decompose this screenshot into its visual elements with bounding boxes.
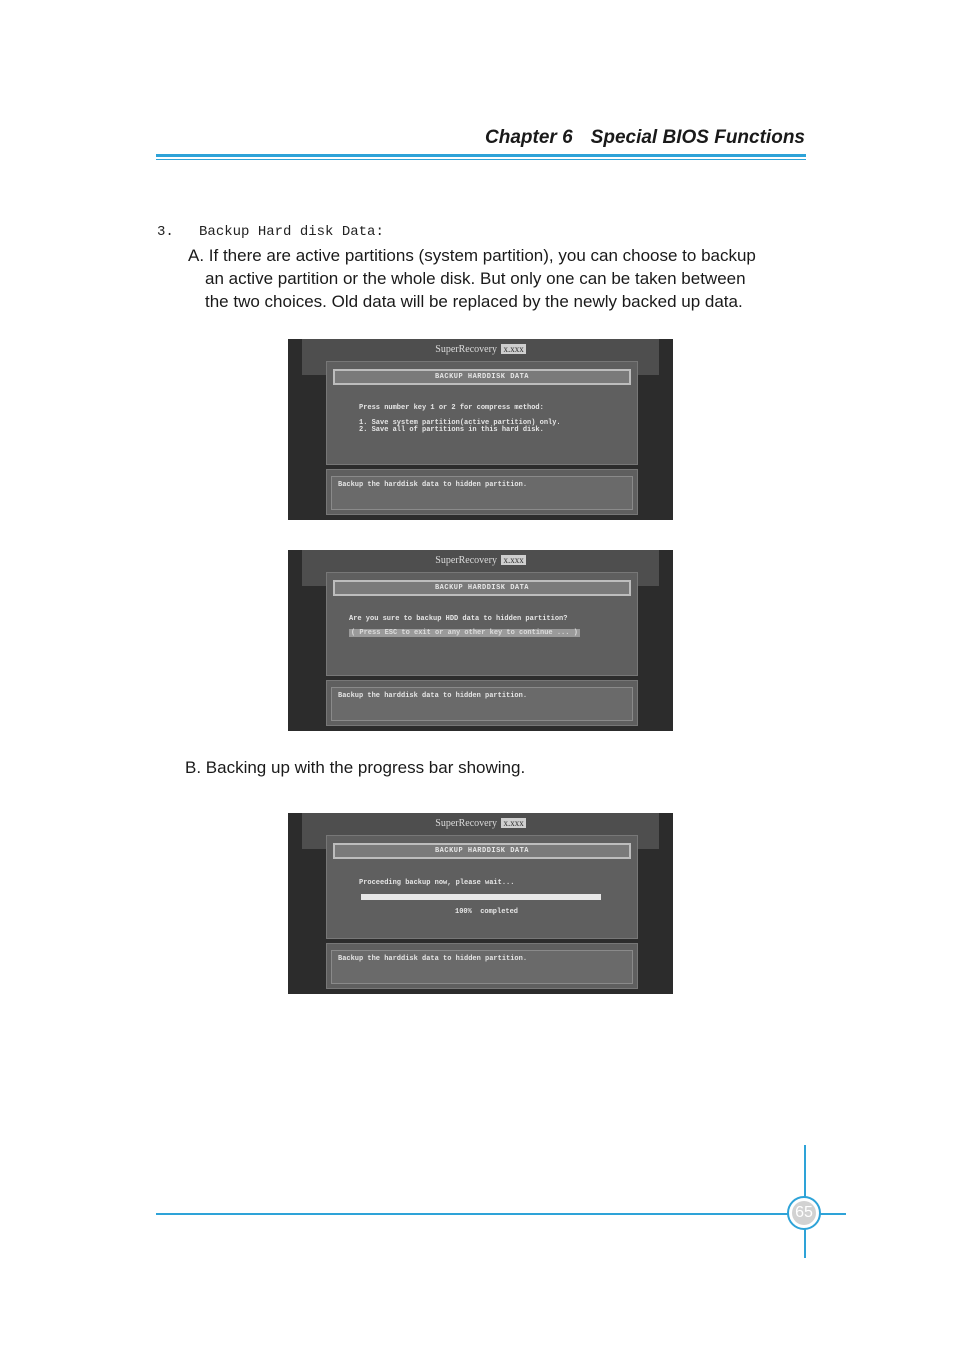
progress-bar <box>361 894 601 900</box>
screen-app-title <box>302 555 659 566</box>
paragraph-b: B. Backing up with the progress bar showing. <box>185 758 526 777</box>
app-version: x.xxx <box>503 818 524 828</box>
paragraph-a-line: A. If there are active partitions (system partition), you can choose to backup <box>188 246 756 265</box>
app-name: SuperRecovery <box>435 555 497 566</box>
paragraph-a-line: an active partition or the whole disk. But only one can be taken between <box>205 269 746 288</box>
status-panel <box>326 469 638 515</box>
section-label: Special BIOS Functions <box>590 127 805 148</box>
panel-title: BACKUP HARDDISK DATA <box>333 580 631 596</box>
app-version: x.xxx <box>503 555 524 565</box>
dialog-panel <box>326 361 638 465</box>
screen-app-title <box>302 818 659 829</box>
progress-message: Proceeding backup now, please wait... <box>359 879 515 887</box>
panel-title: BACKUP HARDDISK DATA <box>333 843 631 859</box>
page-number-badge <box>787 1196 821 1230</box>
status-text: Backup the harddisk data to hidden partition. <box>338 481 528 489</box>
status-panel <box>326 680 638 726</box>
progress-bar-fill <box>361 894 601 900</box>
screenshot-compress-method <box>288 339 673 520</box>
chapter-label: Chapter 6 <box>485 127 573 148</box>
step-heading <box>157 224 384 240</box>
footer-rule <box>156 1213 846 1215</box>
screenshot-progress <box>288 813 673 994</box>
status-text: Backup the harddisk data to hidden partition. <box>338 692 528 700</box>
screen-app-title <box>302 344 659 355</box>
status-panel <box>326 943 638 989</box>
confirm-hint-wrap <box>349 630 580 637</box>
panel-title: BACKUP HARDDISK DATA <box>333 369 631 385</box>
app-name: SuperRecovery <box>435 818 497 829</box>
step-number: 3. <box>157 224 174 240</box>
option-1[interactable]: 1. Save system partition(active partition) only. <box>359 419 561 427</box>
dialog-panel <box>326 572 638 676</box>
status-box <box>331 476 633 510</box>
confirm-hint: ( Press ESC to exit or any other key to continue ... ) <box>351 629 578 637</box>
header-rule <box>156 154 806 157</box>
option-2[interactable]: 2. Save all of partitions in this hard disk. <box>359 426 544 434</box>
status-text: Backup the harddisk data to hidden partition. <box>338 955 528 963</box>
progress-text: 100% completed <box>455 908 519 916</box>
prompt-text: Press number key 1 or 2 for compress method: <box>359 404 544 412</box>
status-box <box>331 687 633 721</box>
app-name: SuperRecovery <box>435 344 497 355</box>
page-number: 65 <box>792 1201 816 1225</box>
dialog-panel <box>326 835 638 939</box>
paragraph-a-line: the two choices. Old data will be replaced by the newly backed up data. <box>205 292 743 311</box>
paragraph-a <box>188 244 828 313</box>
screenshot-confirm-backup <box>288 550 673 731</box>
chapter-header <box>440 127 805 149</box>
step-title: Backup Hard disk Data: <box>199 224 384 240</box>
app-version: x.xxx <box>503 344 524 354</box>
header-rule-thin <box>156 159 806 160</box>
confirm-question: Are you sure to backup HDD data to hidden partition? <box>349 615 568 623</box>
status-box <box>331 950 633 984</box>
